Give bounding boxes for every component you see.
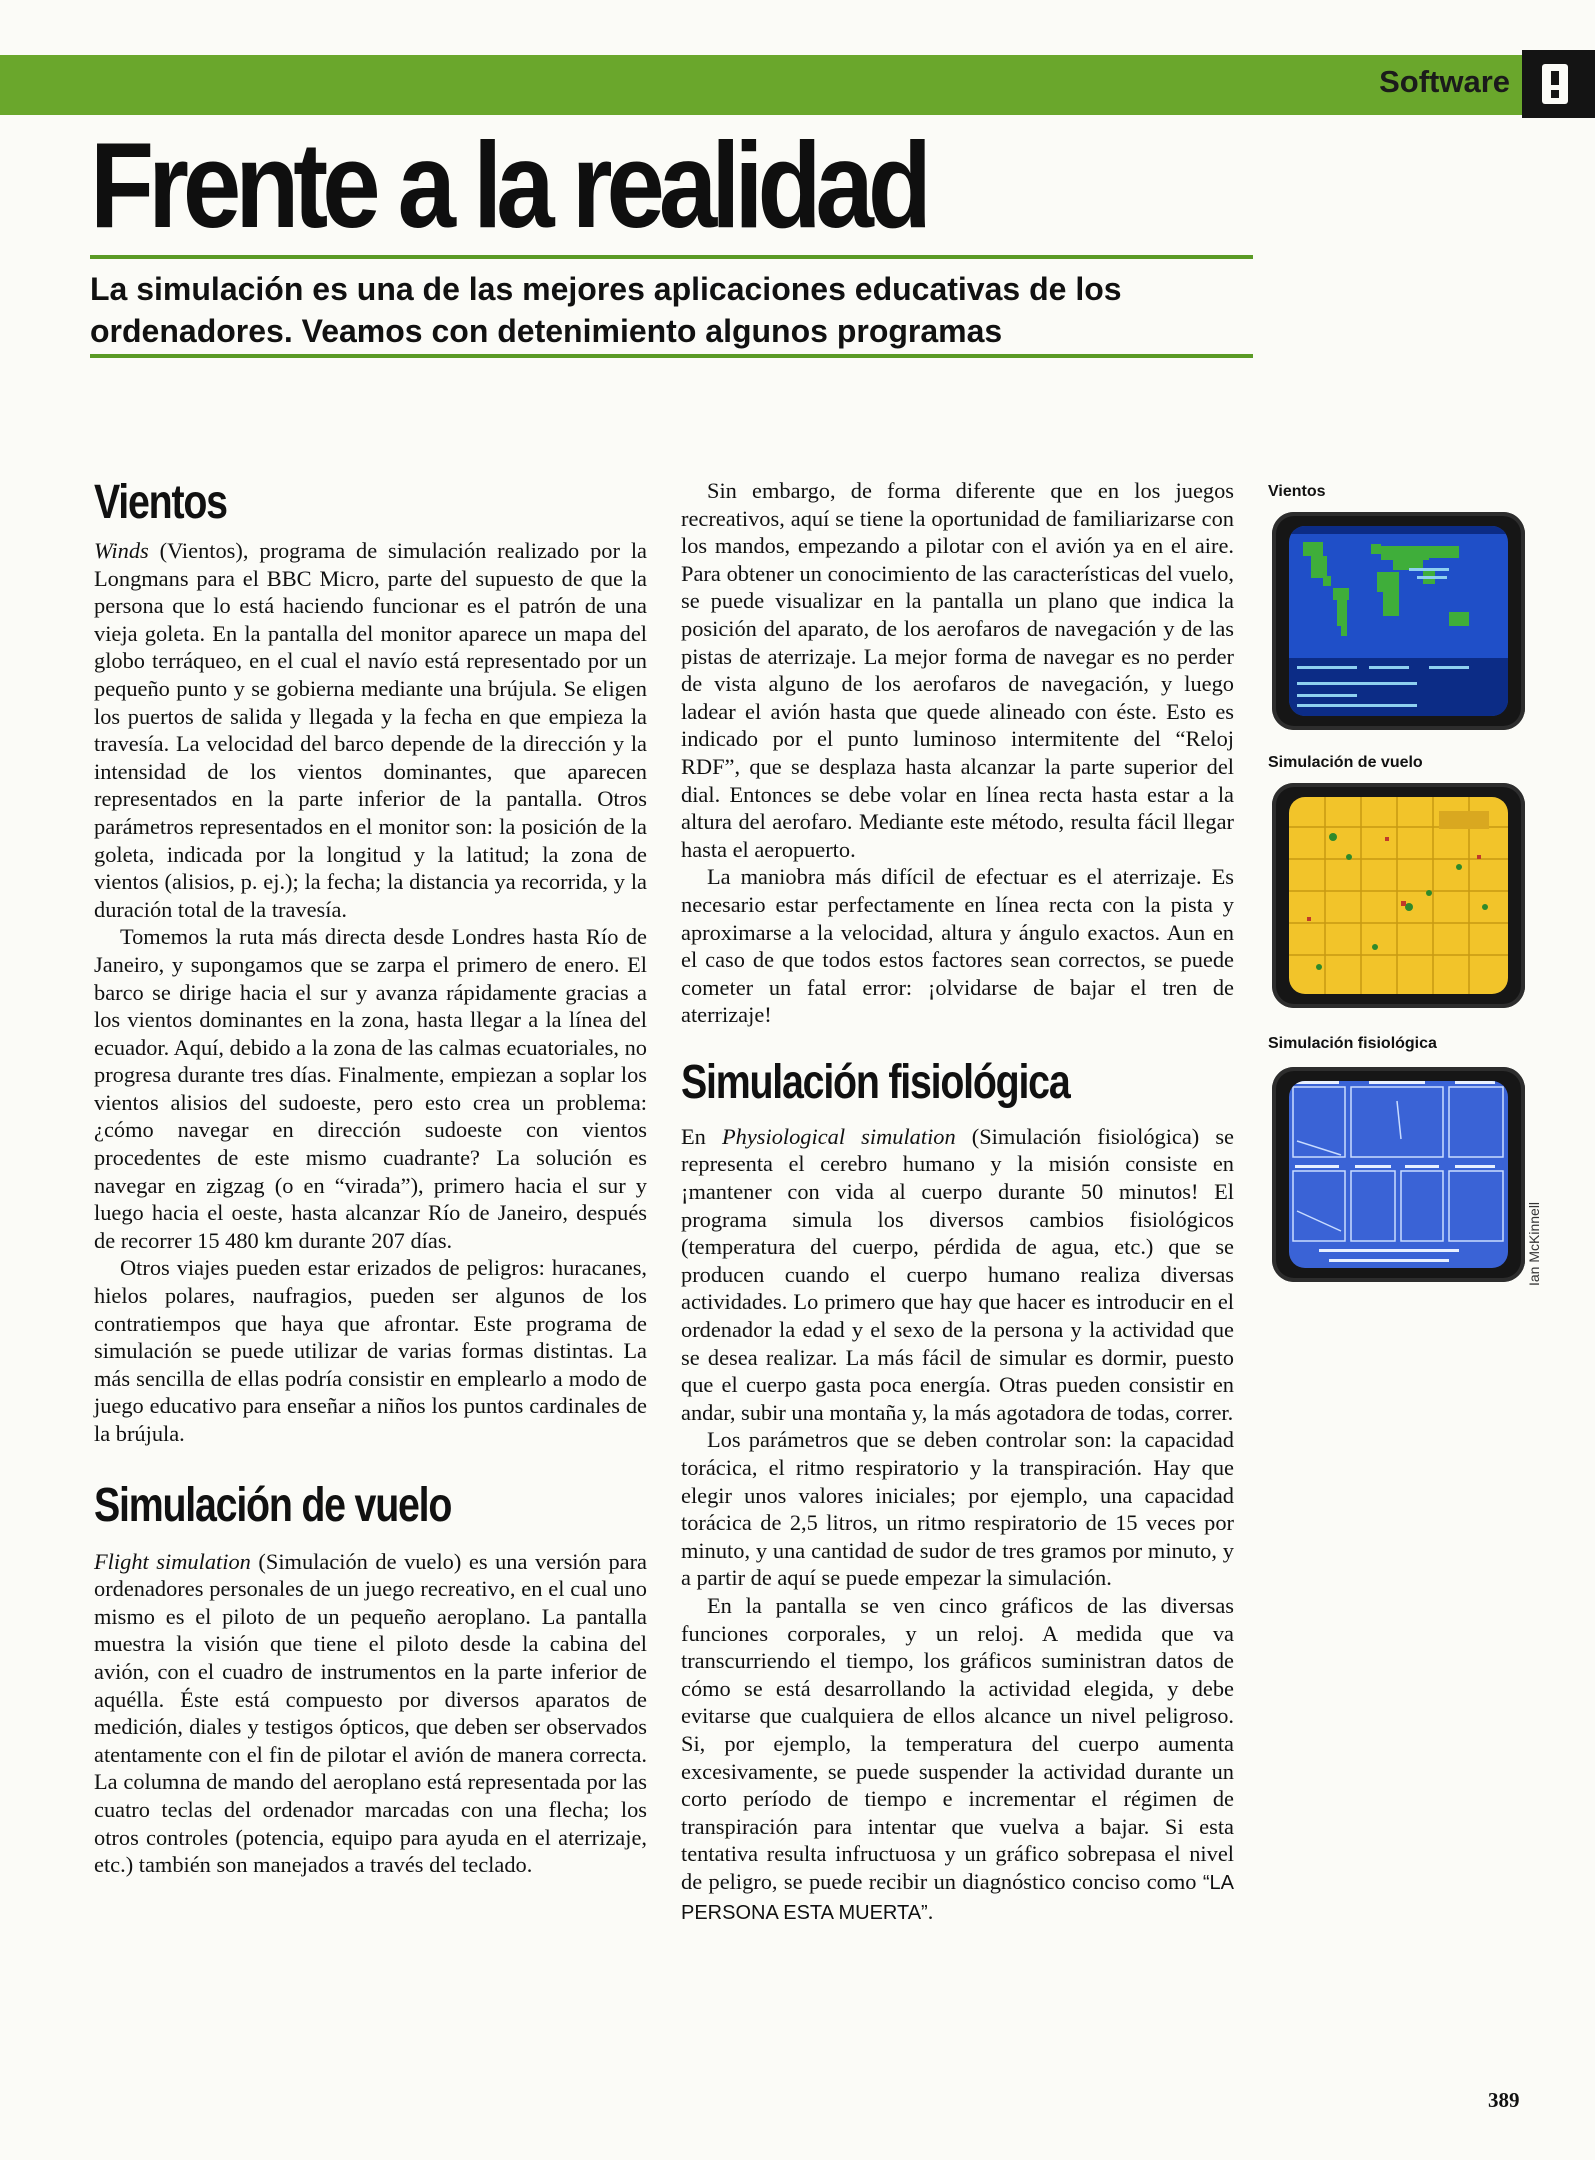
screen-vientos	[1272, 512, 1525, 730]
paragraph: Tomemos la ruta más directa desde Londres hasta Río de Janeiro, y supongamos que se zarpa el primero de enero. El barco se dirige hacia el sur y avanza rápidamente gracias a los vientos dominantes en la zona, hasta llegar a la línea del ecuador. Aquí, debido a la zona de las calmas ecuatoriales, no progresa durante tres días. Finalmente, empiezan a soplar los vientos alisios del sudoeste, pero esto crea un problema: ¿cómo navegar en dirección sudoeste con vientos procedentes de este mismo cuadrante? La solución es navegar en zigzag (o en “virada”), primero hacia el sur y luego hacia el oeste, hasta alcanzar Río de Janeiro, después de recorrer 15 480 km durante 207 días.	[94, 924, 647, 1253]
program-title: Physiological simulation	[721, 1123, 956, 1149]
world-map-screen	[1289, 526, 1508, 716]
flight-map-screen	[1289, 797, 1508, 994]
program-title: Flight simulation	[94, 1548, 251, 1574]
paragraph: Otros viajes pueden estar erizados de peligros: huracanes, hielos polares, naufragios, pueden ser algunos de los contratiempos que haya que afrontar. Este programa de simulación se puede utilizar de varias formas distintas. La más sencilla de ellas podría consistir en emplearlo a modo de juego educativo para enseñar a niños los puntos cardinales de la brújula.	[94, 1255, 647, 1446]
diagnosis-quote: “LA PERSONA ESTA MUERTA”	[681, 1871, 1234, 1924]
page-number: 389	[1488, 2088, 1520, 2112]
paragraph	[681, 1123, 1234, 1427]
paragraph-end: .	[927, 1898, 934, 1924]
photo-credit: Ian McKinnell	[1526, 1201, 1542, 1286]
column-middle	[681, 477, 1234, 1927]
paragraph	[681, 1592, 1234, 1927]
screen-simulacion-fisiologica	[1272, 1067, 1525, 1282]
paragraph	[94, 1548, 647, 1879]
world-map-image	[1289, 526, 1508, 716]
section-bar	[0, 55, 1522, 115]
paragraph-text: (Vientos), programa de simulación realizado por la Longmans para el BBC Micro, parte del supuesto de que la persona que lo está haciendo funcionar es el patrón de una vieja goleta. En la pantalla del monitor aparece un mapa del globo terráqueo, en el cual el navío está representado por un pequeño punto y se gobierna mediante una brújula. Se eligen los puertos de salida y llegada y la fecha en que empieza la travesía. La velocidad del barco depende de la dirección y la intensidad de los vientos dominantes, que aparecen representados en la parte inferior de la pantalla. Otros parámetros representados en el monitor son: la posición de la goleta, indicada por la longitud y la latitud; la zona de vientos (alisios, p. ej.); la fecha; la distancia ya recorrida, y la duración total de la travesía.	[94, 538, 647, 922]
subtitle-rule-bottom	[90, 354, 1253, 358]
heading-simulacion-fisiologica: Simulación fisiológica	[681, 1055, 1070, 1109]
article-subtitle: La simulación es una de las mejores aplicaciones educativas de los ordenadores. Veamos con detenimiento algunos programas	[90, 271, 1122, 349]
floppy-disk-icon	[1522, 50, 1595, 118]
heading-vientos: Vientos	[94, 476, 227, 529]
paragraph-text: En la pantalla se ven cinco gráficos de las diversas funciones corporales, y un reloj. A medida que va transcurriendo el tiempo, los gráficos suministran datos de cómo se está desarrollando la actividad elegida, y debe evitarse que cualquiera de ellos alcance un nivel peligroso. Si, por ejemplo, la temperatura del cuerpo aumenta excesivamente, se puede suspender la actividad durante un corto período de tiempo e incrementar el régimen de transpiración para intentar que vuelva a bajar. Si esta tentativa resulta infructuosa y un gráfico sobrepasa el nivel de peligro, se puede recibir un diagnóstico conciso como	[681, 1592, 1234, 1894]
paragraph-lead: En	[681, 1123, 722, 1149]
column-left	[94, 470, 647, 1879]
physiology-image	[1289, 1081, 1508, 1268]
caption-simulacion-fisiologica: Simulación fisiológica	[1268, 1035, 1437, 1052]
program-title: Winds	[94, 538, 149, 563]
paragraph: La maniobra más difícil de efectuar es el aterrizaje. Es necesario estar perfectamente en línea recta con la pista y aproximarse a la velocidad, altura y ángulo exactos. Aun en el caso de que todos estos factores sean correctos, se puede cometer un fatal error: ¡olvidarse de bajar el tren de aterrizaje!	[681, 864, 1234, 1028]
paragraph-text: (Simulación fisiológica) se representa el cerebro humano y la misión consiste en ¡mantener con vida al cuerpo durante 50 minutos! El programa simula los diversos cambios fisiológicos (temperatura del cuerpo, pérdida de agua, etc.) que se producen cuando el cuerpo humano realiza diversas actividades. Lo primero que hay que hacer es introducir en el ordenador la edad y el sexo de la persona y la actividad que se desea realizar. La más fácil de simular es dormir, puesto que el cuerpo gasta poca energía. Otras pueden consistir en andar, subir una montaña y, la más agotadora de todas, correr.	[681, 1123, 1234, 1425]
caption-simulacion-de-vuelo: Simulación de vuelo	[1268, 754, 1423, 771]
flight-map-image	[1289, 797, 1508, 994]
physiology-screen	[1289, 1081, 1508, 1268]
section-label: Software	[1379, 64, 1510, 99]
paragraph	[94, 537, 647, 923]
paragraph-text: (Simulación de vuelo) es una versión para ordenadores personales de un juego recreativo, en el cual uno mismo es el piloto de un pequeño aeroplano. La pantalla muestra la visión que tiene el piloto desde la cabina del avión, con el cuadro de instrumentos en la parte inferior de aquélla. Éste está compuesto por diversos aparatos de medición, diales y testigos ópticos, que deben ser observados atentamente con el fin de pilotar el avión de manera correcta. La columna de mando del aeroplano está representada por las cuatro teclas del ordenador marcadas con una flecha; los otros controles (potencia, equipo para ayuda en el aterrizaje, etc.) también son manejados a través del teclado.	[94, 1548, 647, 1878]
article-title: Frente a la realidad	[90, 117, 926, 253]
paragraph: Sin embargo, de forma diferente que en los juegos recreativos, aquí se tiene la oportunidad de familiarizarse con los mandos, empezando a pilotar con el avión ya en el aire. Para obtener un conocimiento de las características del vuelo, se puede visualizar en la pantalla un plano que indica la posición del aparato, de los aerofaros de navegación y de las pistas de aterrizaje. La mejor forma de navegar es no perder de vista alguno de los aerofaros de navegación, y luego ladear el avión hasta que quede alineado con éste. Esto es indicado por el punto luminoso intermitente del “Reloj RDF”, que se desplaza hasta alcanzar la parte superior del dial. Entonces se debe volar en línea recta hasta estar a la altura del aerofaro. Mediante este método, resulta fácil llegar hasta el aeropuerto.	[681, 478, 1234, 862]
screen-simulacion-de-vuelo	[1272, 783, 1525, 1008]
title-rule-top	[90, 255, 1253, 259]
paragraph: Los parámetros que se deben controlar son: la capacidad torácica, el ritmo respiratorio y la transpiración. Hay que elegir unos valores iniciales; por ejemplo, una capacidad torácica de 2,5 litros, un ritmo respiratorio de 15 veces por minuto, y una cantidad de sudor de tres gramos por minuto, y a partir de aquí se puede empezar la simulación.	[681, 1427, 1234, 1591]
caption-vientos: Vientos	[1268, 483, 1326, 500]
heading-simulacion-de-vuelo: Simulación de vuelo	[94, 1478, 452, 1532]
